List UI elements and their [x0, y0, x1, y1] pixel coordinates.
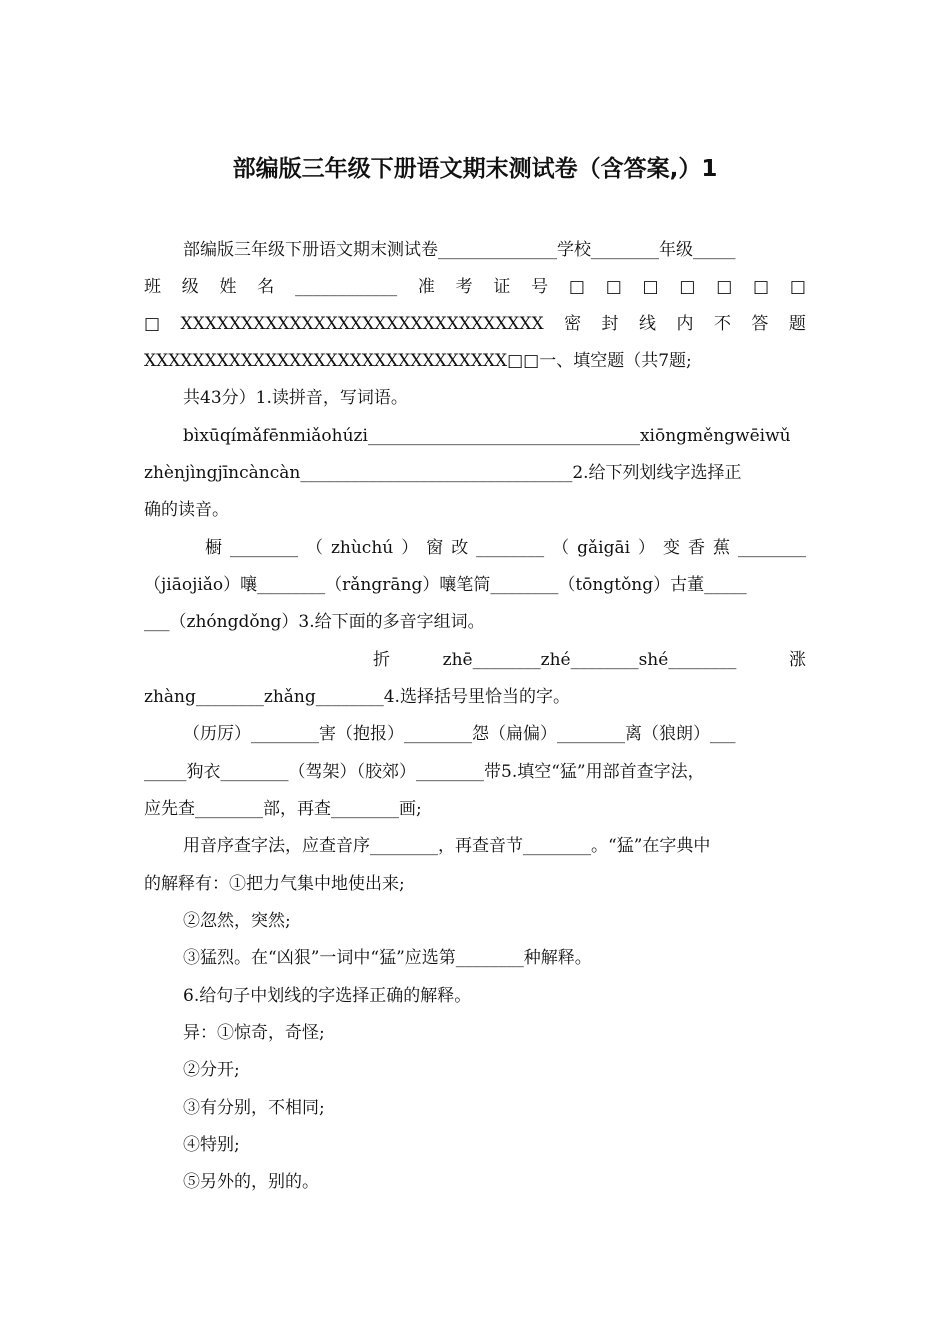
- student-info-line: 班 级 姓 名 ____________ 准 考 证 号 □ □ □ □ □ □ □: [144, 277, 806, 297]
- text-line: ②忽然，突然;: [183, 911, 291, 931]
- seal-line: □ XXXXXXXXXXXXXXXXXXXXXXXXXXXXXX 密 封 线 内 不 答 题: [144, 314, 806, 334]
- text-line: 用音序查字法，应查音序________，再查音节________。“猛”在字典中: [183, 836, 711, 856]
- text-line: 异：①惊奇，奇怪;: [183, 1023, 325, 1043]
- header-line: 部编版三年级下册语文期末测试卷______________学校________年级_____: [183, 240, 736, 260]
- text-line: _____狗衣________（驾架）（胶郊）________带5.填空“猛”用部首查字法，: [144, 762, 705, 782]
- text-line: ③有分别，不相同;: [183, 1098, 325, 1118]
- text-line: 确的读音。: [144, 500, 229, 520]
- text-line: ___（zhóngdǒng）3.给下面的多音字组词。: [144, 612, 485, 632]
- text-line: 共43分）1.读拼音，写词语。: [183, 388, 408, 408]
- pronunciation-line: 橱 ________ （ zhùchú ） 窗 改 ________ （ gǎigāi ） 变 香 蕉 ________: [205, 538, 806, 558]
- text-line: ②分开;: [183, 1060, 240, 1080]
- text-line: （历厉）________害（抱报）________怨（扁偏）________离（狼朗）___: [183, 724, 736, 744]
- document-title: 部编版三年级下册语文期末测试卷（含答案,）1: [232, 156, 718, 182]
- text-line: bìxūqímǎfēnmiǎohúzi________________________________xiōngměngwēiwǔ: [183, 426, 791, 446]
- text-line: （jiāojiǎo）嚷________（rǎngrāng）嚷笔筒________（tōngtǒng）古董_____: [144, 575, 747, 595]
- text-line: XXXXXXXXXXXXXXXXXXXXXXXXXXXXXX□□一、填空题（共7题;: [144, 351, 692, 371]
- text-line: ④特别;: [183, 1135, 240, 1155]
- text-line: 应先查________部，再查________画;: [144, 799, 422, 819]
- polyphone-line: 折 zhē________zhé________shé________ 涨: [373, 650, 806, 670]
- text-line: 的解释有：①把力气集中地使出来;: [144, 874, 405, 894]
- text-line: 6.给句子中划线的字选择正确的解释。: [183, 986, 472, 1006]
- text-line: ⑤另外的，别的。: [183, 1172, 319, 1192]
- text-line: zhènjìngjīncàncàn________________________________2.给下列划线字选择正: [144, 463, 742, 483]
- text-line: ③猛烈。在“凶狠”一词中“猛”应选第________种解释。: [183, 948, 592, 968]
- text-line: zhàng________zhǎng________4.选择括号里恰当的字。: [144, 687, 570, 707]
